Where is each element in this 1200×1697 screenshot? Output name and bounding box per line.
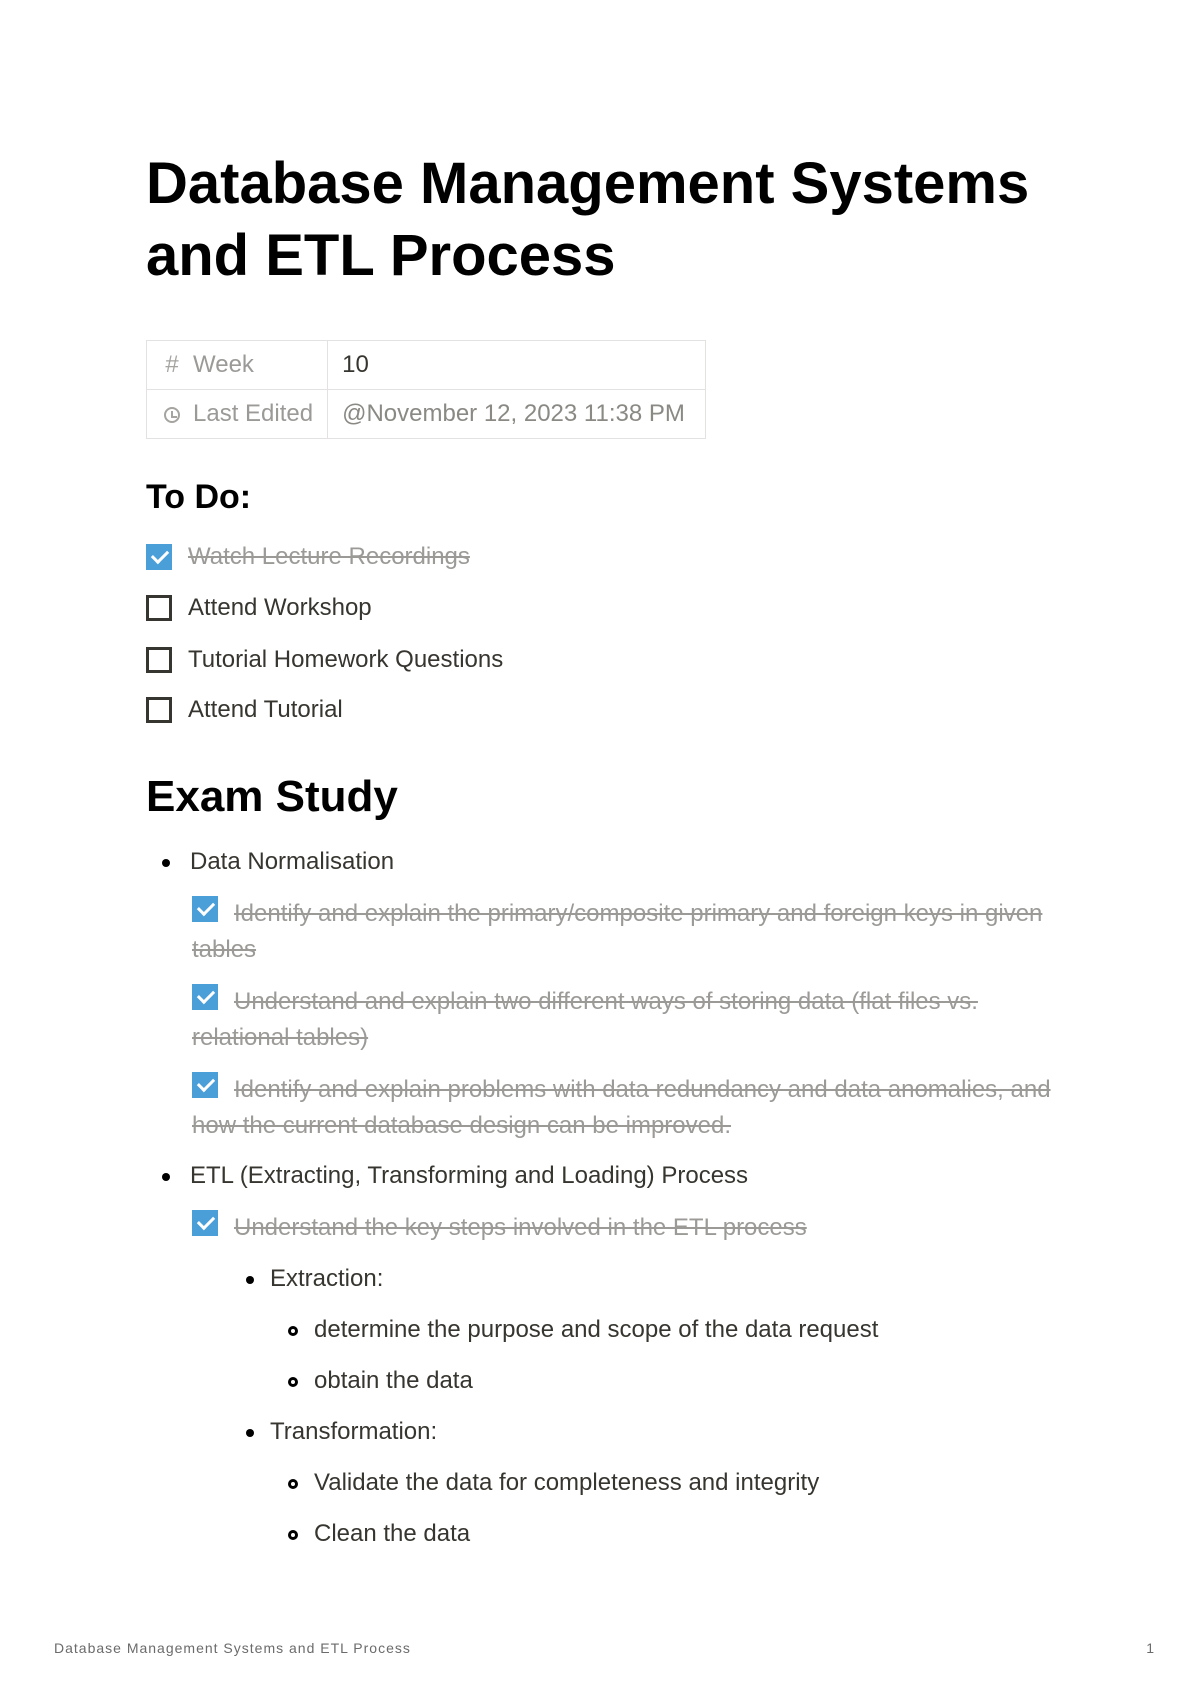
property-name: Week [193,351,254,378]
list-item [288,1312,878,1348]
todo-label: Understand the key steps involved in the ETL process [234,1214,807,1241]
hollow-bullet-icon [288,1377,298,1387]
hollow-bullet-icon [288,1479,298,1489]
todo-heading: To Do: [146,478,252,516]
todo-label: Attend Tutorial [188,696,343,723]
checkbox-checked[interactable] [146,544,172,570]
topic-label: ETL (Extracting, Transforming and Loading) Process [190,1162,749,1189]
list-item [288,1516,470,1552]
hollow-bullet-icon [288,1326,298,1336]
todo-item [192,984,1052,1056]
footer-title: Database Management Systems and ETL Process [54,1640,411,1656]
bullet-icon [246,1429,254,1437]
checkbox-unchecked[interactable] [146,697,172,723]
step-item: obtain the data [314,1367,473,1394]
step-item: Clean the data [314,1520,471,1547]
topic-label: Data Normalisation [190,848,395,875]
number-icon: # [165,351,179,378]
bullet-icon [162,859,170,867]
todo-item [192,896,1052,968]
property-row-week [147,341,706,390]
checkbox-unchecked[interactable] [146,647,172,673]
todo-label: Identify and explain problems with data redundancy and data anomalies, and how the current database design can be improved. [192,1076,1051,1139]
todo-label: Attend Workshop [188,594,372,621]
property-name-cell[interactable] [147,390,328,439]
footer-page-number: 1 [1146,1640,1154,1656]
exam-study-heading: Exam Study [146,772,398,821]
property-name-cell[interactable] [147,341,328,390]
todo-item [146,692,343,728]
step-label: Transformation: [270,1418,438,1445]
todo-label: Identify and explain the primary/composite primary and foreign keys in given tables [192,900,1043,963]
list-item [162,1158,748,1194]
todo-label: Tutorial Homework Questions [188,646,504,673]
todo-item [192,1072,1052,1144]
checkbox-checked[interactable] [192,984,218,1010]
bullet-icon [246,1276,254,1284]
bullet-icon [162,1173,170,1181]
hollow-bullet-icon [288,1530,298,1540]
checkbox-checked[interactable] [192,1072,218,1098]
todo-label: Watch Lecture Recordings [188,543,470,570]
property-value-last-edited[interactable]: @November 12, 2023 11:38 PM [328,390,706,439]
list-item [246,1261,383,1297]
list-item [288,1363,473,1399]
step-label: Extraction: [270,1265,384,1292]
checkbox-unchecked[interactable] [146,595,172,621]
checkbox-checked[interactable] [192,896,218,922]
todo-item [146,590,372,626]
list-item [288,1465,819,1501]
list-item [246,1414,437,1450]
todo-label: Understand and explain two different ways of storing data (flat files vs. relational tables) [192,988,978,1051]
step-item: determine the purpose and scope of the data request [314,1316,879,1343]
clock-icon [161,400,183,428]
properties-table [146,340,706,439]
list-item [162,844,394,880]
todo-item [146,539,470,575]
property-name: Last Edited [193,400,314,427]
todo-item [192,1210,1052,1246]
checkbox-checked[interactable] [192,1210,218,1236]
property-value-week[interactable]: 10 [328,341,706,390]
page-title: Database Management Systems and ETL Process [146,151,1030,288]
todo-item [146,642,503,678]
step-item: Validate the data for completeness and integrity [314,1469,820,1496]
property-row-last-edited [147,390,706,439]
